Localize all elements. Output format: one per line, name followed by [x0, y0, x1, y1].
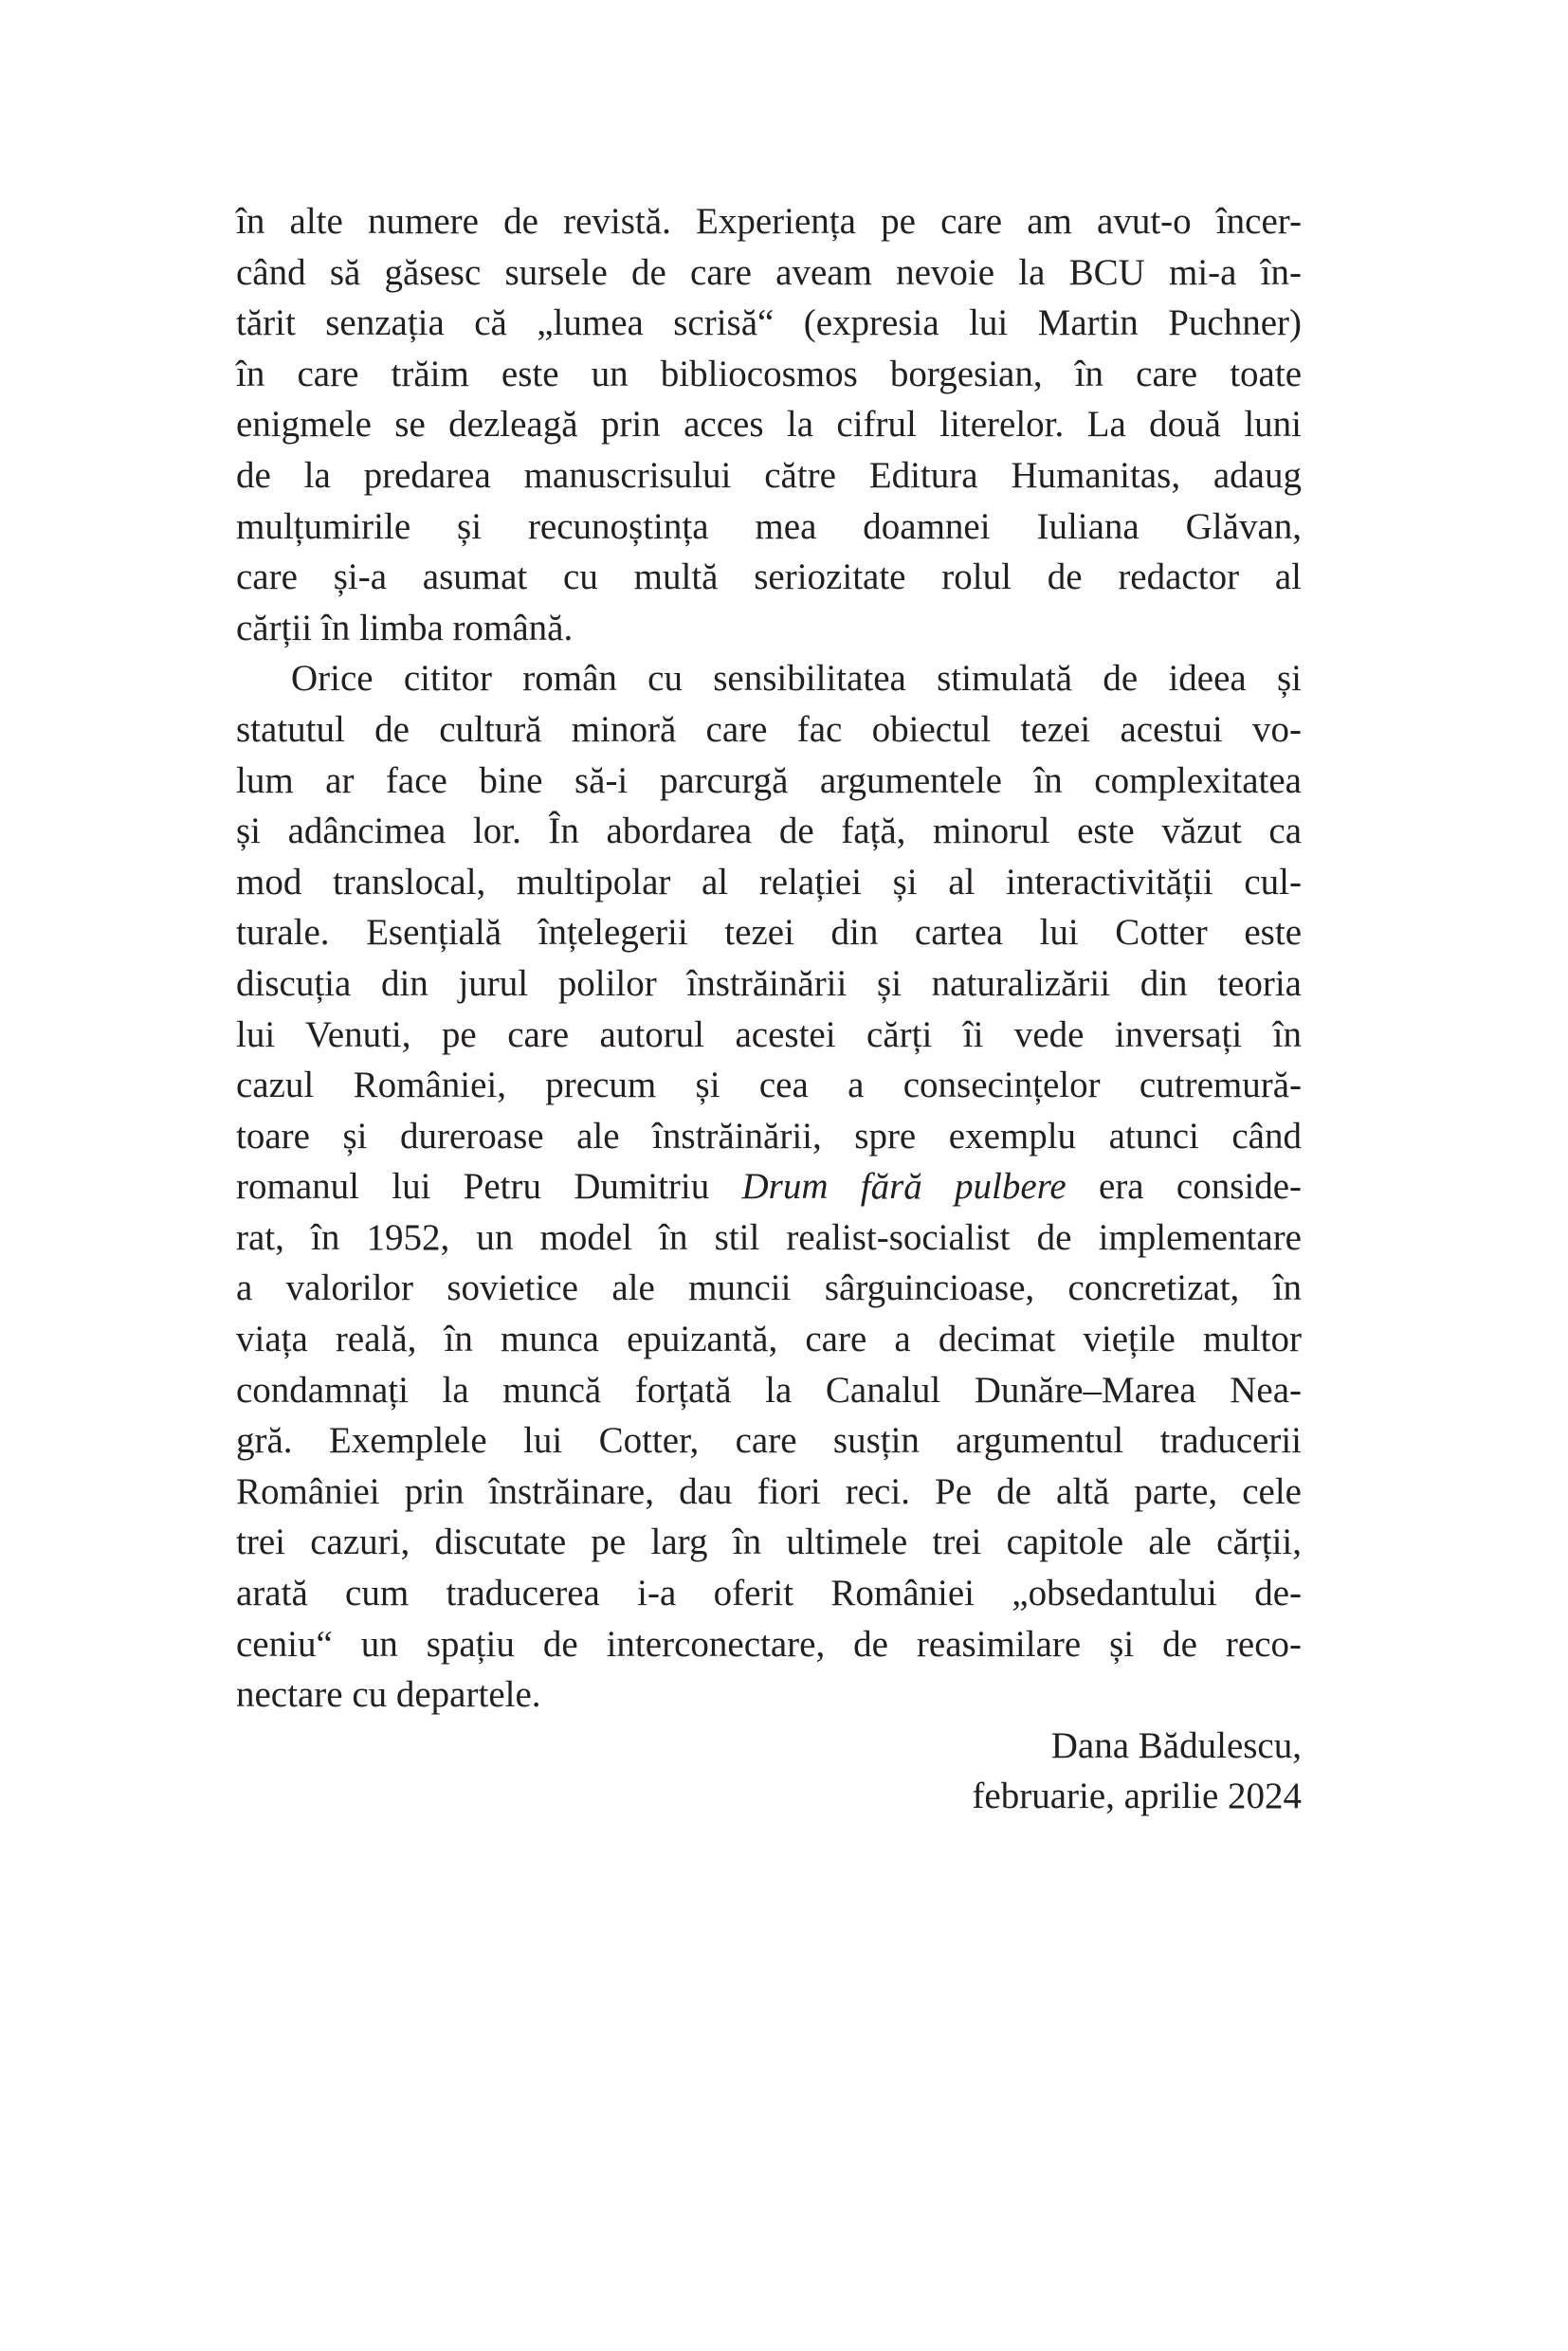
body-text: [236, 196, 1302, 1822]
text-line: condamnați la muncă forțată la Canalul Dunăre–Marea Nea-: [236, 1369, 1302, 1411]
text-line: rat, în 1952, un model în stil realist-socialist de implementare: [236, 1216, 1302, 1258]
text-line: turale. Esențială înțelegerii tezei din cartea lui Cotter este: [236, 912, 1302, 954]
text-line: cazul României, precum și cea a consecințelor cutremură-: [236, 1065, 1302, 1106]
text-line: enigmele se dezleagă prin acces la cifrul literelor. La două luni: [236, 404, 1302, 446]
text-line: nectare cu departele.: [236, 1674, 541, 1716]
text-line: discuția din jurul polilor înstrăinării și naturalizării din teoria: [236, 962, 1302, 1004]
text-line: când să găsesc sursele de care aveam nevoie la BCU mi-a în-: [236, 251, 1302, 293]
text-line: toare și dureroase ale înstrăinării, spre exemplu atunci când: [236, 1115, 1302, 1157]
paragraph: [236, 196, 1302, 653]
paragraphs-container: [236, 196, 1302, 1721]
text-line: mulțumirile și recunoștința mea doamnei Iuliana Glăvan,: [236, 505, 1302, 547]
text-line: în care trăim este un bibliocosmos borgesian, în care toate: [236, 353, 1302, 394]
text-line: Orice cititor român cu sensibilitatea stimulată de ideea și: [291, 658, 1302, 700]
paragraph: [236, 653, 1302, 1720]
signature-date: februarie, aprilie 2024: [972, 1776, 1302, 1817]
text-line: în alte numere de revistă. Experiența pe care am avut-o încer-: [236, 201, 1302, 242]
text-line: arată cum traducerea i-a oferit României „obsedantului de-: [236, 1573, 1302, 1614]
text-line: de la predarea manuscrisului către Editura Humanitas, adaug: [236, 454, 1302, 496]
book-title-italic: Drum fără pulbere: [741, 1166, 1067, 1208]
text-line: mod translocal, multipolar al relației și al interactivității cul-: [236, 861, 1302, 902]
text-line: lum ar face bine să-i parcurgă argumentele în complexitatea: [236, 759, 1302, 801]
text-line: României prin înstrăinare, dau fiori reci. Pe de altă parte, cele: [236, 1470, 1302, 1512]
text-run: romanul lui Petru Dumitriu: [236, 1166, 742, 1208]
text-line: lui Venuti, pe care autorul acestei cărți îi vede inversați în: [236, 1013, 1302, 1055]
text-line: care și-a asumat cu multă seriozitate rolul de redactor al: [236, 556, 1302, 598]
text-line: a valorilor sovietice ale muncii sârguincioase, concretizat, în: [236, 1267, 1302, 1309]
text-line: gră. Exemplele lui Cotter, care susțin argumentul traducerii: [236, 1420, 1302, 1462]
text-line: trei cazuri, discutate pe larg în ultimele trei capitole ale cărții,: [236, 1522, 1302, 1563]
text-line: viața reală, în munca epuizantă, care a decimat viețile multor: [236, 1319, 1302, 1360]
text-run: era conside-: [1066, 1166, 1303, 1208]
text-line: [236, 1161, 1302, 1212]
text-line: și adâncimea lor. În abordarea de față, minorul este văzut ca: [236, 811, 1302, 852]
signature-author: Dana Bădulescu,: [1050, 1724, 1302, 1766]
text-line: cărții în limba română.: [236, 607, 574, 648]
text-line: ceniu“ un spațiu de interconectare, de reasimilare și de reco-: [236, 1623, 1302, 1665]
text-line: tărit senzația că „lumea scrisă“ (expresia lui Martin Puchner): [236, 302, 1302, 344]
text-line: statutul de cultură minoră care fac obiectul tezei acestui vo-: [236, 708, 1302, 750]
